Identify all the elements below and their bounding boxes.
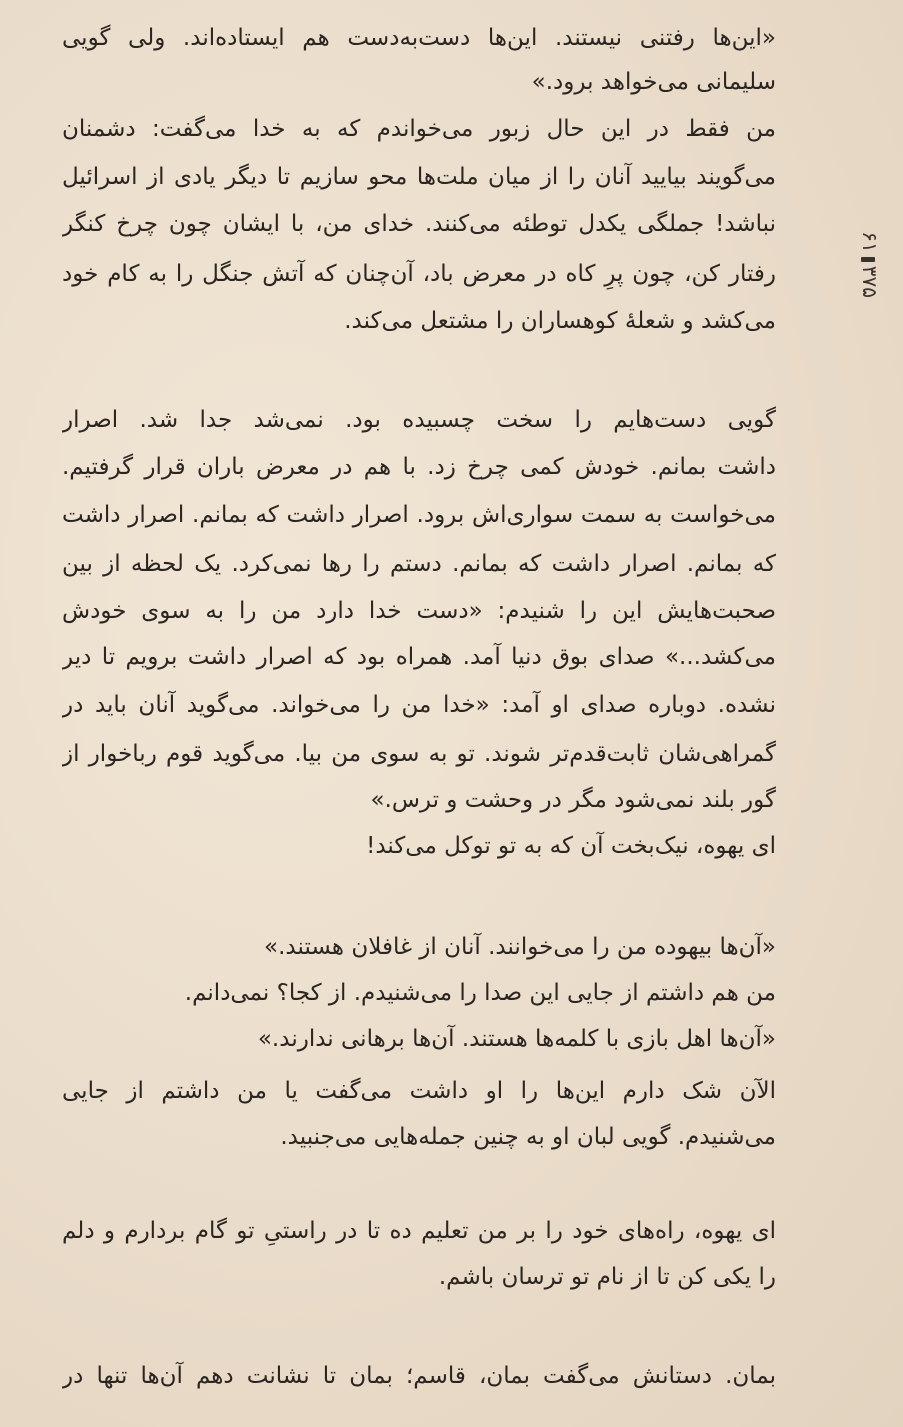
text-line-21: الآن شک دارم این‌ها را او داشت می‌گفت یا من داشتم از جایی — [62, 1078, 776, 1104]
text-line-2: سلیمانی می‌خواهد برود.» — [531, 69, 776, 95]
text-line-20: «آن‌ها اهل بازی با کلمه‌ها هستند. آن‌ها برهانی ندارند.» — [257, 1026, 776, 1052]
text-line-19: من هم داشتم از جایی این صدا را می‌شنیدم. از کجا؟ نمی‌دانم. — [184, 980, 776, 1006]
text-line-3: من فقط در این حال زبور می‌خواندم که به خدا می‌گفت: دشمنان — [62, 116, 776, 142]
text-line-14: نشده. دوباره صدای او آمد: «خدا من را می‌خواند. می‌گوید آنان باید در — [62, 692, 776, 718]
text-line-15: گمراهی‌شان ثابت‌قدم‌تر شوند. تو به سوی من بیا. می‌گوید قوم رباخوار از — [62, 741, 776, 767]
text-line-13: می‌کشد...» صدای بوق دنیا آمد. همراه بود که اصرار داشت برویم تا دیر — [62, 644, 776, 670]
text-line-24: را یکی کن تا از نام تو ترسان باشم. — [438, 1264, 776, 1290]
page-header — [850, 231, 890, 298]
text-line-1: «این‌ها رفتنی نیستند. این‌ها دست‌به‌دست هم ایستاده‌اند. ولی گویی — [62, 25, 776, 51]
text-line-6: رفتار کن، چون پرِ کاه در معرض باد، آن‌چنان که آتش جنگل را به کام خود — [62, 261, 776, 287]
text-line-10: می‌خواست به سمت سواری‌اش برود. اصرار داشت که بمانم. اصرار داشت — [62, 502, 776, 528]
text-line-17: ای یهوه، نیک‌بخت آن که به تو توکل می‌کند! — [366, 833, 776, 859]
text-line-9: داشت بمانم. خودش کمی چرخ زد. با هم در معرض باران قرار گرفتیم. — [62, 454, 776, 480]
page-number: ۳۷۵ — [858, 265, 882, 298]
running-head: ۶۱ — [858, 231, 882, 253]
text-line-11: که بمانم. اصرار داشت که بمانم. دستم را رها نمی‌کرد. یک لحظه از بین — [62, 551, 776, 577]
text-line-22: می‌شنیدم. گویی لبان او به چنین جمله‌هایی می‌جنبید. — [280, 1124, 776, 1150]
text-line-18: «آن‌ها بیهوده من را می‌خوانند. آنان از غافلان هستند.» — [264, 934, 776, 960]
text-line-5: نباشد! جملگی یکدل توطئه می‌کنند. خدای من، با ایشان چون چرخ کنگر — [62, 211, 776, 237]
text-line-16: گور بلند نمی‌شود مگر در وحشت و ترس.» — [370, 787, 776, 813]
text-line-7: می‌کشد و شعلهٔ کوهساران را مشتعل می‌کند. — [344, 308, 776, 334]
text-line-25: بمان. دستانش می‌گفت بمان، قاسم؛ بمان تا نشانت دهم آن‌ها تنها در — [62, 1363, 776, 1389]
text-line-4: می‌گویند بیایید آنان را از میان ملت‌ها محو سازیم تا دیگر یادی از اسرائیل — [62, 164, 776, 190]
text-line-12: صحبت‌هایش این را شنیدم: «دست خدا دارد من را به سوی خودش — [62, 598, 776, 624]
header-separator — [862, 257, 876, 262]
text-line-23: ای یهوه، راه‌های خود را بر من تعلیم ده تا در راستیِ تو گام بردارم و دلم — [62, 1218, 776, 1244]
text-line-8: گویی دست‌هایم را سخت چسبیده بود. نمی‌شد جدا شد. اصرار — [62, 407, 776, 433]
